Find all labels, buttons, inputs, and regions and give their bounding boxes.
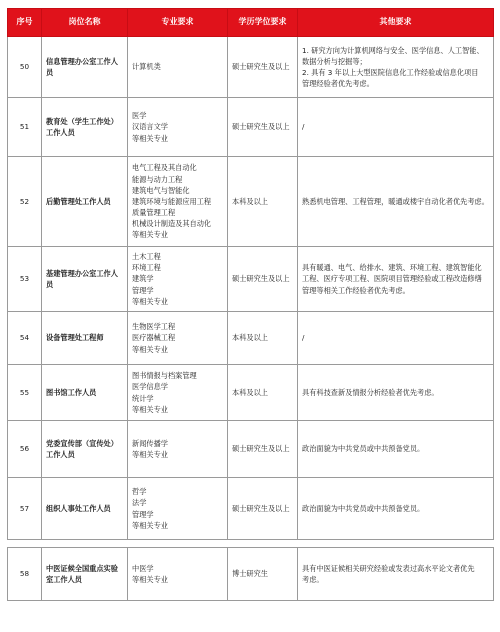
degree-requirement: 硕士研究生及以上 <box>228 37 298 98</box>
table-row <box>8 247 494 312</box>
table-row <box>8 37 494 98</box>
other-requirement <box>298 247 494 312</box>
major-item: 新闻传播学 <box>132 438 168 448</box>
table-row <box>8 421 494 478</box>
major-item: 等相关专业 <box>132 520 168 530</box>
row-number: 51 <box>8 98 42 157</box>
major-requirement <box>128 421 228 478</box>
other-requirement <box>298 157 494 247</box>
table-row <box>8 478 494 540</box>
major-item: 建筑环境与能源应用工程 <box>132 196 212 206</box>
major-item: 能源与动力工程 <box>132 174 183 184</box>
major-item: 环境工程 <box>132 263 161 273</box>
position-name: 图书馆工作人员 <box>42 365 128 421</box>
major-item: 图书情报与档案管理 <box>132 371 197 381</box>
other-line: 2. 具有 3 年以上大型医院信息化工作经验或信息化项目 <box>302 68 479 77</box>
other-line: 政治面貌为中共党员或中共预备党员。 <box>302 444 425 454</box>
row-number: 58 <box>8 548 42 601</box>
degree-requirement: 硕士研究生及以上 <box>228 247 298 312</box>
degree-requirement: 硕士研究生及以上 <box>228 98 298 157</box>
major-item: 建筑学 <box>132 274 154 284</box>
major-item: 管理学 <box>132 509 154 519</box>
major-requirement <box>128 478 228 540</box>
major-item: 等相关专业 <box>132 575 168 584</box>
other-line: 工程、医疗专项工程、医院项目管理经验或工程改造修缮 <box>302 274 482 284</box>
header-other: 其他要求 <box>298 9 494 37</box>
other-line: 1. 研究方向为计算机网络与安全、医学信息、人工智能、 <box>302 45 484 55</box>
major-item: 等相关专业 <box>132 296 168 306</box>
degree-requirement: 博士研究生 <box>228 548 298 601</box>
header-position: 岗位名称 <box>42 9 128 37</box>
table-row <box>8 548 494 601</box>
major-item: 汉语言文学 <box>132 122 168 132</box>
header-no: 序号 <box>8 9 42 37</box>
row-number: 57 <box>8 478 42 540</box>
major-item: 质量管理工程 <box>132 208 176 218</box>
table-row <box>8 365 494 421</box>
major-item: 机械设计制造及其自动化 <box>132 219 212 229</box>
other-line: / <box>302 122 305 132</box>
other-line: 具有中医证候相关研究经验或发表过高水平论文者优先 <box>302 563 475 573</box>
other-line: 管理经验者优先考虑。 <box>302 79 374 89</box>
major-requirement <box>128 247 228 312</box>
position-name: 后勤管理处工作人员 <box>42 157 128 247</box>
other-line: 管理等相关工作经验者优先考虑。 <box>302 285 410 295</box>
row-number: 54 <box>8 312 42 365</box>
header-row <box>8 9 494 37</box>
table-row <box>8 98 494 157</box>
other-line: 政治面貌为中共党员或中共预备党员。 <box>302 503 425 513</box>
other-line: 具有科技查新及情报分析经验者优先考虑。 <box>302 387 439 397</box>
other-line: 熟悉机电管理、工程管理，暖通或楼宇自动化者优先考虑。 <box>302 196 489 206</box>
other-line: 具有暖通、电气、给排水、建筑、环境工程、建筑智能化 <box>302 263 482 273</box>
table-row <box>8 157 494 247</box>
major-item: 等相关专业 <box>132 450 168 459</box>
position-name: 组织人事处工作人员 <box>42 478 128 540</box>
position-name: 设备管理处工程师 <box>42 312 128 365</box>
major-item: 生物医学工程 <box>132 322 176 332</box>
table-row <box>8 312 494 365</box>
position-name: 党委宣传部（宣传处）工作人员 <box>42 421 128 478</box>
table-body <box>8 37 494 601</box>
row-number: 53 <box>8 247 42 312</box>
major-item: 统计学 <box>132 393 154 403</box>
degree-requirement: 硕士研究生及以上 <box>228 421 298 478</box>
major-item: 等相关专业 <box>132 404 168 414</box>
major-item: 等相关专业 <box>132 230 168 240</box>
position-name: 教育处（学生工作处）工作人员 <box>42 98 128 157</box>
major-requirement <box>128 98 228 157</box>
major-item: 哲学 <box>132 487 147 497</box>
major-item: 电气工程及其自动化 <box>132 163 197 173</box>
row-number: 55 <box>8 365 42 421</box>
other-requirement <box>298 421 494 478</box>
header-degree: 学历学位要求 <box>228 9 298 37</box>
other-line: 数据分析与挖掘等； <box>302 56 367 66</box>
table-gap-cell <box>8 540 494 548</box>
degree-requirement: 本科及以上 <box>228 157 298 247</box>
other-line: / <box>302 333 305 343</box>
major-item: 管理学 <box>132 285 154 295</box>
major-item: 医学 <box>132 111 147 121</box>
major-item: 医学信息学 <box>132 382 168 392</box>
other-requirement <box>298 478 494 540</box>
degree-requirement: 本科及以上 <box>228 312 298 365</box>
major-item: 土木工程 <box>132 252 161 262</box>
major-item: 计算机类 <box>132 62 161 72</box>
other-requirement <box>298 98 494 157</box>
position-name: 基建管理办公室工作人员 <box>42 247 128 312</box>
major-requirement <box>128 312 228 365</box>
position-name: 信息管理办公室工作人员 <box>42 37 128 98</box>
other-requirement <box>298 365 494 421</box>
other-line: 考虑。 <box>302 575 324 584</box>
major-item: 建筑电气与智能化 <box>132 185 190 195</box>
degree-requirement: 硕士研究生及以上 <box>228 478 298 540</box>
major-requirement <box>128 365 228 421</box>
table-gap <box>8 540 494 548</box>
major-item: 医疗器械工程 <box>132 333 176 343</box>
major-requirement <box>128 157 228 247</box>
major-item: 法学 <box>132 498 147 508</box>
degree-requirement: 本科及以上 <box>228 365 298 421</box>
recruitment-table <box>7 8 494 601</box>
major-item: 中医学 <box>132 563 154 573</box>
position-name: 中医证候全国重点实验室工作人员 <box>42 548 128 601</box>
other-requirement <box>298 548 494 601</box>
other-requirement <box>298 37 494 98</box>
row-number: 52 <box>8 157 42 247</box>
major-requirement <box>128 37 228 98</box>
major-item: 等相关专业 <box>132 133 168 143</box>
major-item: 等相关专业 <box>132 344 168 354</box>
row-number: 56 <box>8 421 42 478</box>
row-number: 50 <box>8 37 42 98</box>
major-requirement <box>128 548 228 601</box>
other-requirement <box>298 312 494 365</box>
header-major: 专业要求 <box>128 9 228 37</box>
